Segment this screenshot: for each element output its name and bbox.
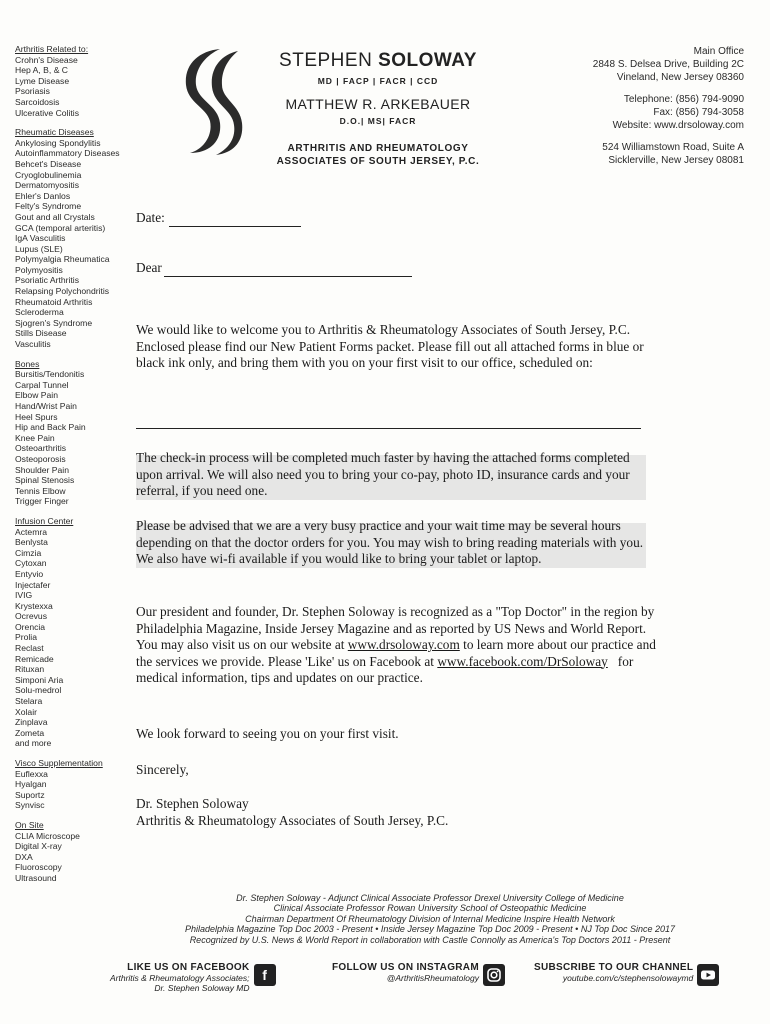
sidebar-item: Rheumatoid Arthritis bbox=[15, 296, 93, 307]
doctor1-first: STEPHEN bbox=[279, 50, 373, 71]
sidebar-item: Dermatomyositis bbox=[15, 180, 79, 191]
sidebar-item: Suportz bbox=[15, 789, 45, 800]
instagram-block[interactable] bbox=[332, 962, 505, 986]
sidebar-item: Krystexxa bbox=[15, 600, 53, 611]
sidebar-item: Rituxan bbox=[15, 664, 45, 675]
sidebar-item: Remicade bbox=[15, 653, 54, 664]
sidebar-item: Entyvio bbox=[15, 568, 44, 579]
social-links bbox=[110, 962, 755, 1002]
wait-time-paragraph: Please be advised that we are a very busy practice and your wait time may be several hours depending on that the doctor orders for you. You may wish to bring reading materials with you. We also have wi-fi available if you would like to bring your tablet or laptop. bbox=[136, 518, 646, 568]
sidebar-item: Heel Spurs bbox=[15, 411, 58, 422]
sidebar-item: Osteoarthritis bbox=[15, 443, 67, 454]
sidebar-item: Synvisc bbox=[15, 800, 45, 811]
sidebar-item: Ankylosing Spondylitis bbox=[15, 137, 101, 148]
footer-line: Dr. Stephen Soloway - Adjunct Clinical Associate Professor Drexel University College of Medicine bbox=[236, 893, 624, 903]
sidebar-section bbox=[15, 359, 145, 507]
sidebar-item: Ulcerative Colitis bbox=[15, 107, 79, 118]
sidebar-item: Simponi Aria bbox=[15, 674, 64, 685]
sidebar-item: Zometa bbox=[15, 727, 45, 738]
facebook-line1: Arthritis & Rheumatology Associates; bbox=[110, 973, 250, 983]
services-sidebar bbox=[15, 44, 145, 893]
sidebar-section-title: On Site bbox=[15, 819, 44, 830]
sidebar-item: Benlysta bbox=[15, 537, 48, 548]
welcome-paragraph: We would like to welcome you to Arthritis & Rheumatology Associates of South Jersey, P.C. Enclosed please find our New Patient Forms packet. Please fill out all attached forms in blue or black ink only, and bring them with you on your first visit to our office, scheduled on: bbox=[136, 322, 644, 370]
sidebar-item: Xolair bbox=[15, 706, 37, 717]
sidebar-item: Polymyositis bbox=[15, 264, 63, 275]
sidebar-item: Trigger Finger bbox=[15, 496, 69, 507]
sidebar-item: Cimzia bbox=[15, 547, 42, 558]
sidebar-item: Vasculitis bbox=[15, 339, 51, 350]
sidebar-item: Fluoroscopy bbox=[15, 862, 62, 873]
youtube-block[interactable] bbox=[534, 962, 719, 986]
sidebar-item: Autoinflammatory Diseases bbox=[15, 148, 120, 159]
date-row bbox=[136, 210, 301, 227]
practice-line2: ASSOCIATES OF SOUTH JERSEY, P.C. bbox=[276, 156, 480, 167]
schedule-blank[interactable] bbox=[136, 428, 641, 429]
sidebar-section-title: Bones bbox=[15, 358, 40, 369]
youtube-url: youtube.com/c/stephensolowaymd bbox=[562, 973, 694, 983]
sidebar-section bbox=[15, 127, 145, 349]
checkin-paragraph: The check-in process will be completed much faster by having the attached forms completed upon arrival. We will also need you to bring your co-pay, photo ID, insurance cards and your referral, if you need one. bbox=[136, 450, 646, 500]
sidebar-section bbox=[15, 820, 145, 884]
letterhead bbox=[248, 48, 508, 168]
sidebar-item: Behcet's Disease bbox=[15, 158, 82, 169]
office-info bbox=[514, 45, 744, 167]
youtube-icon[interactable] bbox=[697, 964, 719, 986]
about-text-b: to learn more about our practice and the services we provide. Please 'Like' us on Facebook at bbox=[136, 637, 656, 669]
sidebar-item: Tennis Elbow bbox=[15, 485, 66, 496]
sidebar-item: Scleroderma bbox=[15, 307, 64, 318]
sidebar-section bbox=[15, 44, 145, 118]
sidebar-item: Shoulder Pain bbox=[15, 464, 69, 475]
date-label: Date: bbox=[136, 210, 165, 225]
sidebar-item: Psoriasis bbox=[15, 86, 50, 97]
sidebar-item: Cryoglobulinemia bbox=[15, 169, 82, 180]
facebook-icon[interactable]: f bbox=[254, 964, 276, 986]
sidebar-section bbox=[15, 516, 145, 749]
office-telephone: Telephone: (856) 794-9090 bbox=[623, 94, 744, 105]
sidebar-item: Prolia bbox=[15, 632, 37, 643]
office-address-line2: Vineland, New Jersey 08360 bbox=[616, 72, 744, 83]
sidebar-section-title: Rheumatic Diseases bbox=[15, 127, 94, 138]
sidebar-item: Knee Pain bbox=[15, 432, 55, 443]
facebook-line2: Dr. Stephen Soloway MD bbox=[154, 983, 250, 993]
dear-blank[interactable] bbox=[164, 262, 412, 277]
sidebar-item: Cytoxan bbox=[15, 558, 47, 569]
instagram-label: FOLLOW US ON INSTAGRAM bbox=[332, 962, 479, 973]
doctor1-credentials: MD | FACP | FACR | CCD bbox=[317, 76, 439, 86]
sidebar-item: Crohn's Disease bbox=[15, 54, 78, 65]
youtube-label: SUBSCRIBE TO OUR CHANNEL bbox=[534, 962, 694, 973]
office2-address-line1: 524 Williamstown Road, Suite A bbox=[602, 142, 744, 153]
office-title: Main Office bbox=[693, 46, 744, 57]
sidebar-item: Hep A, B, & C bbox=[15, 65, 69, 76]
date-blank[interactable] bbox=[169, 212, 301, 227]
doctor2-name: MATTHEW R. ARKEBAUER bbox=[285, 96, 471, 112]
sidebar-item: Psoriatic Arthritis bbox=[15, 275, 79, 286]
sidebar-section-title: Infusion Center bbox=[15, 515, 74, 526]
sidebar-item: Ehler's Danlos bbox=[15, 190, 71, 201]
about-text-c: for medical information, tips and updates on our practice. bbox=[136, 653, 634, 685]
sidebar-item: Actemra bbox=[15, 526, 47, 537]
sidebar-section-title: Visco Supplementation bbox=[15, 758, 103, 768]
sidebar-section-title: Arthritis Related to: bbox=[15, 44, 89, 54]
website-link[interactable]: www.drsoloway.com bbox=[347, 637, 460, 652]
sidebar-item: Solu-medrol bbox=[15, 685, 62, 696]
closing-paragraph: We look forward to seeing you on your first visit. bbox=[136, 726, 399, 741]
doctor1-name bbox=[248, 50, 508, 72]
sidebar-item: Reclast bbox=[15, 643, 44, 654]
sidebar-item: Ultrasound bbox=[15, 872, 57, 883]
signature-name: Dr. Stephen Soloway bbox=[136, 796, 249, 811]
sidebar-item: Osteoporosis bbox=[15, 453, 66, 464]
facebook-link[interactable]: www.facebook.com/DrSoloway bbox=[437, 653, 608, 669]
facebook-label: LIKE US ON FACEBOOK bbox=[127, 962, 250, 973]
sidebar-item: Spinal Stenosis bbox=[15, 475, 75, 486]
footer-line: Clinical Associate Professor Rowan University School of Osteopathic Medicine bbox=[273, 903, 587, 914]
instagram-icon[interactable] bbox=[483, 964, 505, 986]
sidebar-item: GCA (temporal arteritis) bbox=[15, 222, 106, 233]
facebook-block[interactable] bbox=[110, 962, 276, 993]
about-text-a: Our president and founder, Dr. Stephen Soloway is recognized as a "Top Doctor" in the region by Philadelphia Magazine, Inside Jersey Magazine and as reported by US News and World Report. You may also visit us on our website at bbox=[136, 604, 655, 652]
sidebar-item: Felty's Syndrome bbox=[15, 201, 82, 212]
sidebar-item: and more bbox=[15, 738, 52, 749]
practice-name bbox=[248, 142, 508, 168]
dear-label: Dear bbox=[136, 260, 162, 275]
doctor1-last: SOLOWAY bbox=[378, 50, 477, 71]
sidebar-item: Polymyalgia Rheumatica bbox=[15, 254, 110, 265]
sidebar-item: Carpal Tunnel bbox=[15, 379, 69, 390]
sidebar-item: Euflexxa bbox=[15, 768, 48, 779]
dear-row bbox=[136, 260, 412, 277]
sidebar-item: Orencia bbox=[15, 621, 46, 632]
sidebar-item: IVIG bbox=[15, 590, 33, 601]
sidebar-item: Hip and Back Pain bbox=[15, 422, 86, 433]
office-fax: Fax: (856) 794-3058 bbox=[653, 107, 744, 118]
sidebar-item: Hyalgan bbox=[15, 779, 47, 790]
sidebar-section bbox=[15, 758, 145, 811]
office2-address-line2: Sicklerville, New Jersey 08081 bbox=[608, 155, 744, 166]
about-paragraph bbox=[136, 604, 656, 687]
footer-line: Chairman Department Of Rheumatology Division of Internal Medicine Inspire Health Network bbox=[245, 913, 615, 924]
practice-line1: ARTHRITIS AND RHEUMATOLOGY bbox=[287, 143, 469, 154]
sidebar-item: DXA bbox=[15, 851, 33, 862]
sidebar-item: IgA Vasculitis bbox=[15, 233, 66, 244]
sidebar-item: Bursitis/Tendonitis bbox=[15, 369, 85, 380]
sidebar-item: Injectafer bbox=[15, 579, 51, 590]
sidebar-item: Gout and all Crystals bbox=[15, 211, 95, 222]
signature-organization: Arthritis & Rheumatology Associates of South Jersey, P.C. bbox=[136, 813, 449, 828]
sidebar-item: Ocrevus bbox=[15, 611, 47, 622]
practice-logo-icon bbox=[176, 45, 244, 157]
sidebar-item: Relapsing Polychondritis bbox=[15, 286, 110, 297]
sidebar-item: Zinplava bbox=[15, 717, 48, 728]
instagram-handle: @ArthritisRheumatology bbox=[386, 973, 479, 983]
doctor2-credentials: D.O.| MS| FACR bbox=[339, 116, 417, 126]
footer-credentials bbox=[110, 893, 750, 945]
sidebar-item: Sjogren's Syndrome bbox=[15, 317, 93, 328]
sidebar-item: Lupus (SLE) bbox=[15, 243, 63, 254]
sidebar-item: Stills Disease bbox=[15, 328, 67, 339]
sidebar-item: Sarcoidosis bbox=[15, 96, 60, 107]
office-website: Website: www.drsoloway.com bbox=[612, 120, 744, 131]
sidebar-item: Stelara bbox=[15, 696, 43, 707]
sidebar-item: CLIA Microscope bbox=[15, 830, 80, 841]
sidebar-item: Lyme Disease bbox=[15, 75, 70, 86]
closing-salutation: Sincerely, bbox=[136, 762, 189, 777]
sidebar-item: Hand/Wrist Pain bbox=[15, 401, 77, 411]
sidebar-item: Elbow Pain bbox=[15, 390, 58, 401]
footer-line: Recognized by U.S. News & World Report in collaboration with Castle Connolly as America's Top Doctors 2011 - Present bbox=[189, 934, 671, 945]
sidebar-item: Digital X-ray bbox=[15, 841, 62, 852]
footer-line: Philadelphia Magazine Top Doc 2003 - Present • Inside Jersey Magazine Top Doc 2009 - Present • NJ Top Doc Since 2017 bbox=[184, 924, 676, 935]
office-address-line1: 2848 S. Delsea Drive, Building 2C bbox=[592, 59, 744, 70]
